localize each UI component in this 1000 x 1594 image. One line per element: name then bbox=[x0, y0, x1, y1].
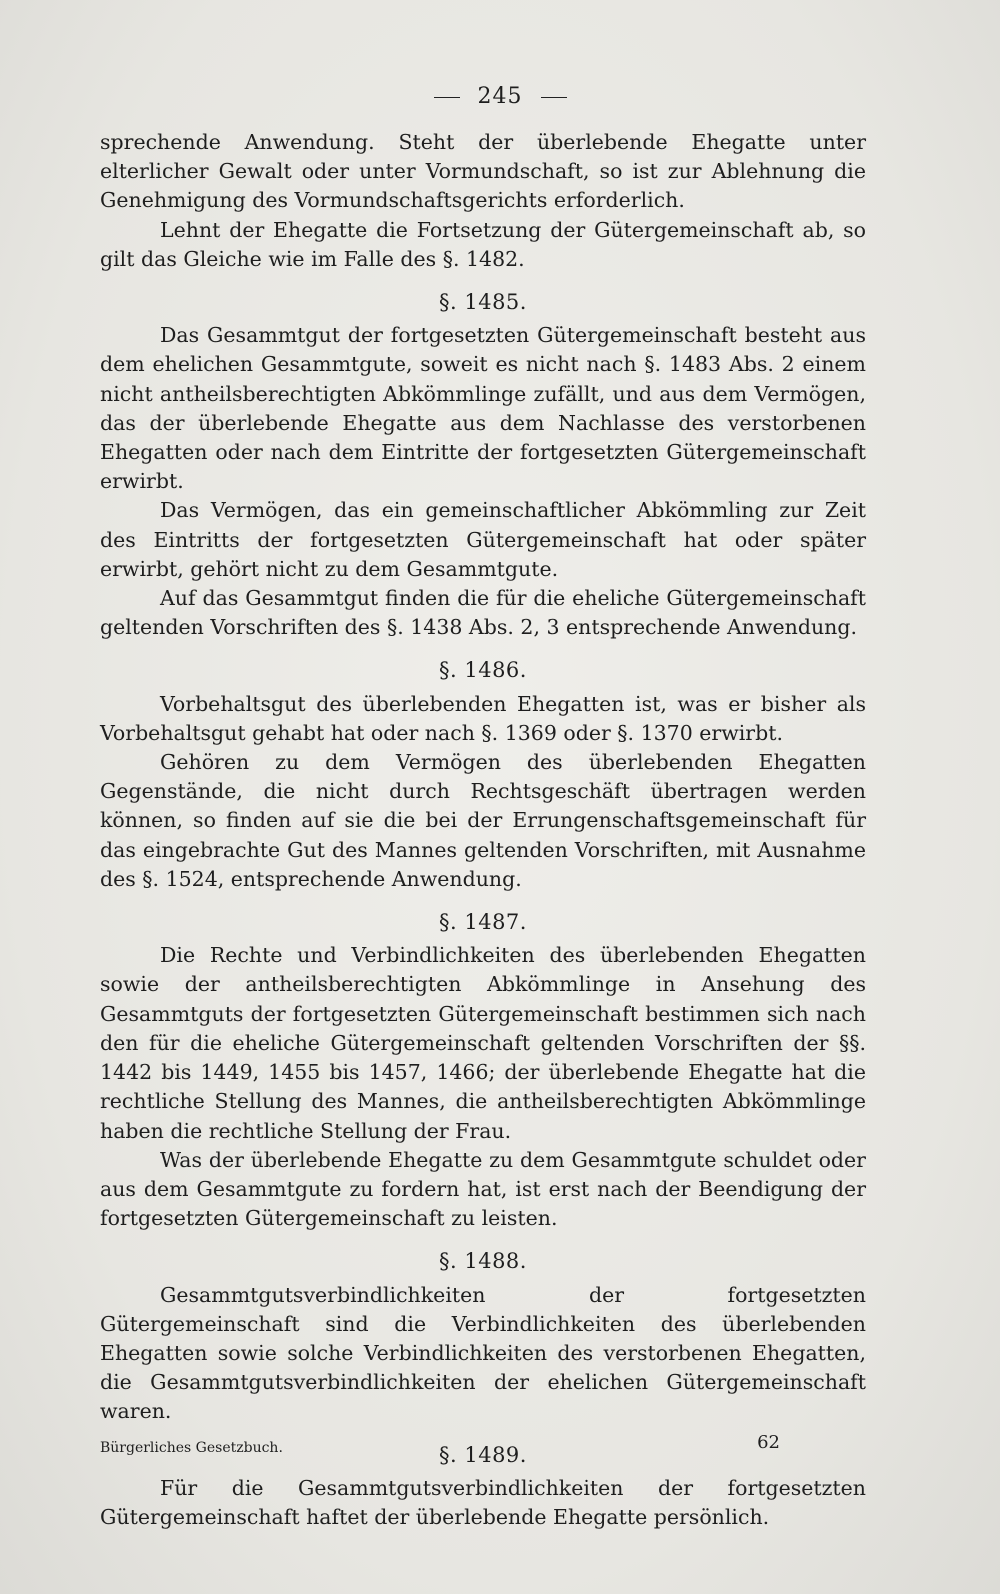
paragraph: Gesammtgutsverbindlichkeiten der fortgesetzten Gütergemeinschaft sind die Verbindlichkeiten des überlebenden Ehegatten sowie solche Verbindlichkeiten des verstorbenen Ehegatten, die Gesammtgutsverbindlichkeiten der ehelichen Gütergemeinschaft waren. bbox=[100, 1282, 866, 1424]
page-body bbox=[100, 128, 866, 1532]
section-heading: §. 1488. bbox=[439, 1249, 527, 1274]
paragraph: Für die Gesammtgutsverbindlichkeiten der fortgesetzten Gütergemeinschaft haftet der überlebende Ehegatte persönlich. bbox=[100, 1475, 866, 1529]
paragraph: Auf das Gesammtgut finden die für die eheliche Gütergemeinschaft geltenden Vorschriften des §. 1438 Abs. 2, 3 entsprechende Anwendung. bbox=[100, 586, 866, 640]
page-footer bbox=[100, 1432, 780, 1456]
header-dash-left bbox=[434, 97, 460, 98]
sheet-number: 62 bbox=[757, 1432, 780, 1453]
page-number: 245 bbox=[477, 84, 523, 109]
section-heading: §. 1485. bbox=[439, 290, 527, 315]
paragraph: Die Rechte und Verbindlichkeiten des überlebenden Ehegatten sowie der antheilsberechtigten Abkömmlinge in Ansehung des Gesammtguts der fortgesetzten Gütergemeinschaft bestimmen sich nach den für die eheliche Gütergemeinschaft geltenden Vorschriften der §§. 1442 bis 1449, 1455 bis 1457, 1466; der überlebende Ehegatte hat die rechtliche Stellung des Mannes, die antheilsberechtigten Abkömmlinge haben die rechtliche Stellung der Frau. bbox=[100, 943, 866, 1143]
paragraph: Gehören zu dem Vermögen des überlebenden Ehegatten Gegenstände, die nicht durch Rechtsgeschäft übertragen werden können, so finden auf sie die bei der Errungenschaftsgemeinschaft für das eingebrachte Gut des Mannes geltenden Vorschriften, mit Ausnahme des §. 1524, entsprechende Anwendung. bbox=[100, 750, 866, 891]
section-heading: §. 1489. bbox=[439, 1442, 527, 1467]
paragraph: sprechende Anwendung. Steht der überlebende Ehegatte unter elterlicher Gewalt oder unter Vormundschaft, so ist zur Ablehnung die Genehmigung des Vormundschaftsgerichts erforderlich. bbox=[100, 130, 866, 213]
paragraph: Das Vermögen, das ein gemeinschaftlicher Abkömmling zur Zeit des Eintritts der fortgesetzten Gütergemeinschaft hat oder später erwirbt, gehört nicht zu dem Gesammtgute. bbox=[100, 498, 866, 581]
section-heading: §. 1487. bbox=[439, 910, 527, 935]
book-title: Bürgerliches Gesetzbuch. bbox=[100, 1440, 283, 1456]
paragraph: Vorbehaltsgut des überlebenden Ehegatten ist, was er bisher als Vorbehaltsgut gehabt hat oder nach §. 1369 oder §. 1370 erwirbt. bbox=[100, 691, 866, 745]
header-dash-right bbox=[541, 97, 567, 98]
paragraph: Lehnt der Ehegatte die Fortsetzung der Gütergemeinschaft ab, so gilt das Gleiche wie im Falle des §. 1482. bbox=[100, 217, 866, 271]
paragraph: Das Gesammtgut der fortgesetzten Gütergemeinschaft besteht aus dem ehelichen Gesammtgute, soweit es nicht nach §. 1483 Abs. 2 einem nicht antheilsberechtigten Abkömmlinge zufällt, und aus dem Vermögen, das der überlebende Ehegatte aus dem Nachlasse des verstorbenen Ehegatten oder nach dem Eintritte der fortgesetzten Gütergemeinschaft erwirbt. bbox=[100, 323, 866, 494]
page-header bbox=[0, 84, 1000, 109]
paragraph: Was der überlebende Ehegatte zu dem Gesammtgute schuldet oder aus dem Gesammtgute zu fordern hat, ist erst nach der Beendigung der fortgesetzten Gütergemeinschaft zu leisten. bbox=[100, 1147, 866, 1231]
section-heading: §. 1486. bbox=[439, 658, 527, 683]
